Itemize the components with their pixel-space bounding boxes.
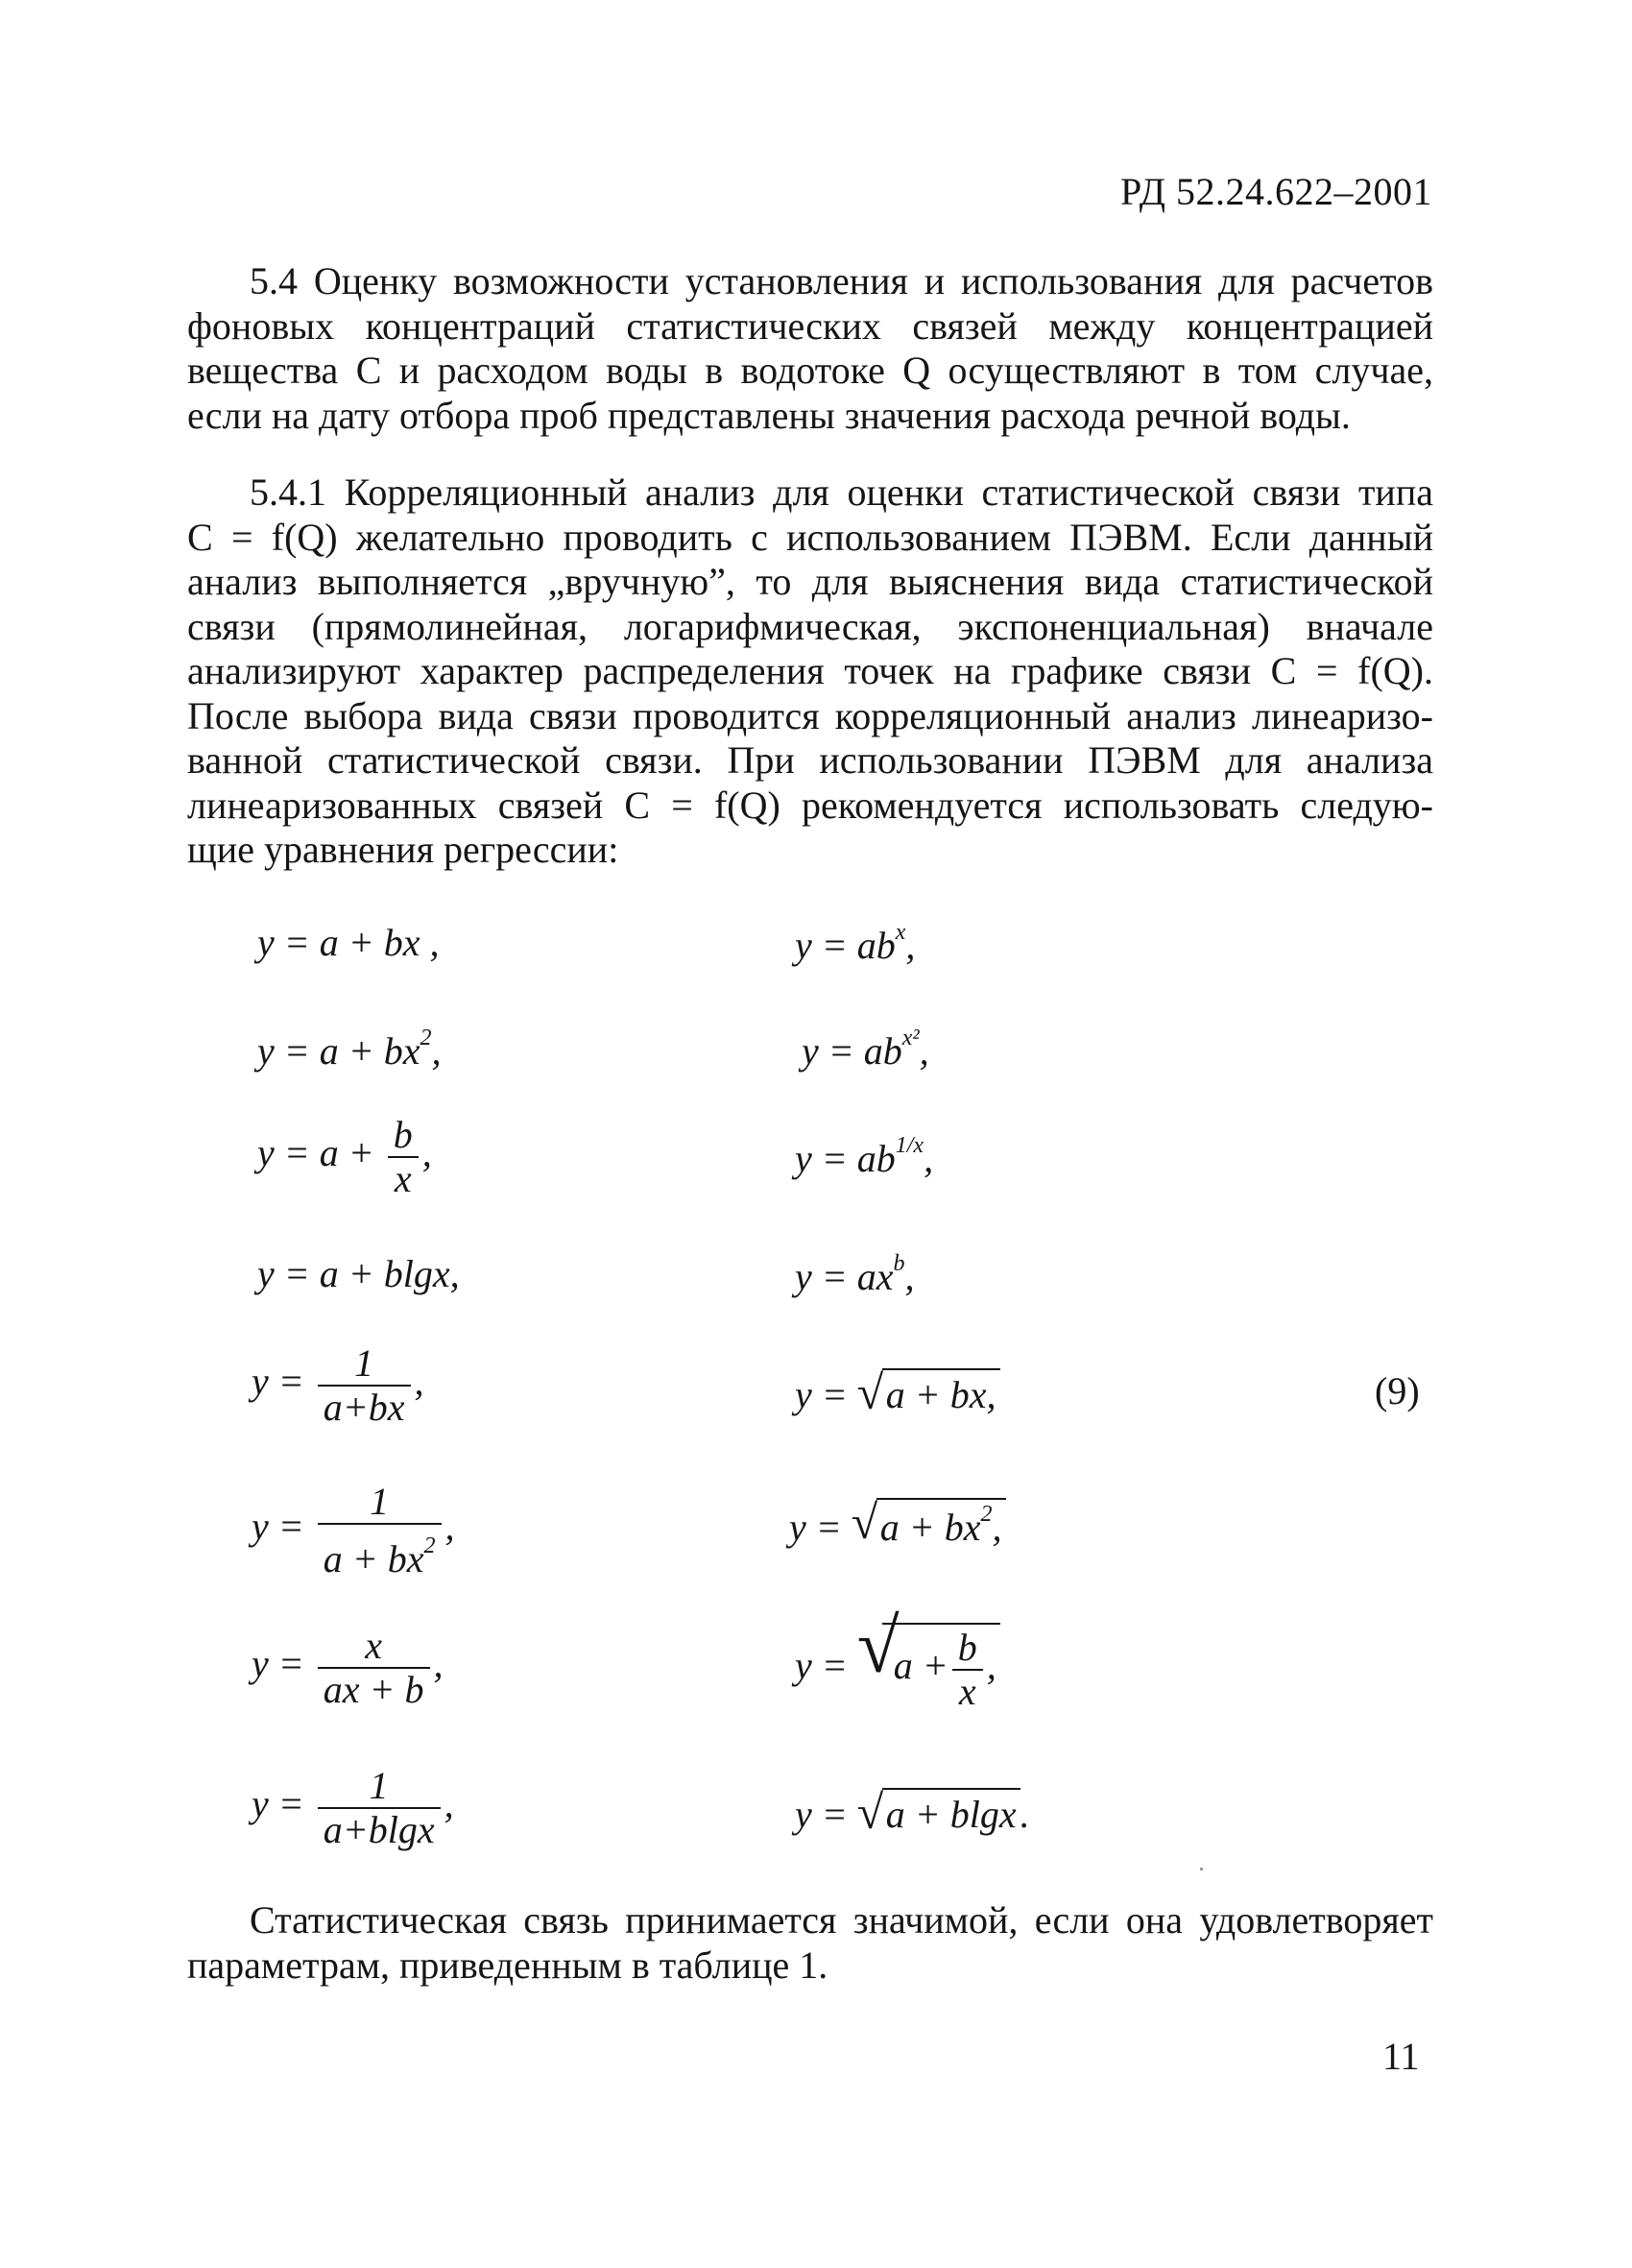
text-line: вещества C и расходом воды в водотоке Q осуществляют в том случае, xyxy=(187,349,1433,392)
text-line: связи (прямолинейная, логарифмическая, экспоненциальная) вначале xyxy=(187,604,1433,648)
equation-rational: y = $\frac{x}{ax + b}$ , xyxy=(252,1624,444,1711)
text-line: фоновых концентраций статистических связей между концентрацией xyxy=(187,303,1433,348)
scan-speck xyxy=(1200,1868,1203,1870)
equation-root-quadratic: y = √ $a + bx^2$, xyxy=(789,1498,1006,1550)
text-line: После выбора вида связи проводится корреляционный анализ линеаризо- xyxy=(187,693,1433,737)
equation-power: $y = ax^b$, xyxy=(795,1251,915,1298)
equation-reciprocal-linear: y = $\frac{1}{a+bx}$ , xyxy=(252,1341,424,1429)
text-line: линеаризованных связей C = f(Q) рекомендуется использовать следую- xyxy=(187,783,1433,827)
equation-exponential-reciprocal: $y = ab^{1/x}$, xyxy=(795,1133,934,1180)
text-line: параметрам, приведенным в таблице 1. xyxy=(187,1942,828,1987)
text-line: Статистическая связь принимается значимой, если она удовлетворяет xyxy=(250,1898,1433,1942)
paragraph-significance xyxy=(187,1898,1433,1988)
text-line: анализируют характер распределения точек на графике связи C = f(Q). xyxy=(187,649,1433,692)
text-line: анализ выполняется „вручную”, то для выяснения вида статистической xyxy=(187,560,1433,603)
document-code: РД 52.24.622–2001 xyxy=(1119,170,1432,213)
equation-exponential-quadratic: $y = ab^{x^2}$, xyxy=(802,1025,929,1073)
equation-root-logarithmic: y = √ a + blgx . xyxy=(795,1785,1030,1839)
equation-reciprocal-logarithmic: y = $\frac{1}{a+blgx}$ , xyxy=(252,1764,454,1851)
equation-hyperbolic: y = a + $\frac{b}{x}$ , xyxy=(257,1113,432,1200)
text-line: щие уравнения регрессии: xyxy=(187,828,619,871)
text-line: ванной статистической связи. При использовании ПЭВМ для анализа xyxy=(187,738,1433,782)
paragraph-5-4 xyxy=(187,259,1433,438)
equation-number: (9) xyxy=(1375,1369,1420,1412)
equation-root-hyperbolic: y = √ a + $\frac{b}{x}$ , xyxy=(795,1623,1000,1713)
equation-logarithmic: y = a + blgx, xyxy=(257,1252,460,1295)
text-line: C = f(Q) желательно проводить с использованием ПЭВМ. Если данный xyxy=(187,515,1433,559)
text-line: если на дату отбора проб представлены значения расхода речной воды. xyxy=(187,393,1351,437)
equation-root-linear: y = √ a + bx, xyxy=(795,1368,1000,1417)
page-number: 11 xyxy=(1382,2035,1420,2078)
text-line: 5.4 Оценку возможности установления и использования для расчетов xyxy=(250,259,1433,302)
equation-linear: y = a + bx , xyxy=(257,921,440,964)
equation-quadratic: $y = a + bx^2$, xyxy=(257,1025,442,1073)
equation-exponential: $y = ab^x$, xyxy=(795,920,916,967)
paragraph-5-4-1 xyxy=(187,470,1433,873)
equation-reciprocal-quadratic: y = $\frac{1}{a + bx^2}$ , xyxy=(252,1480,455,1580)
text-line: 5.4.1 Корреляционный анализ для оценки статистической связи типа xyxy=(250,470,1433,514)
